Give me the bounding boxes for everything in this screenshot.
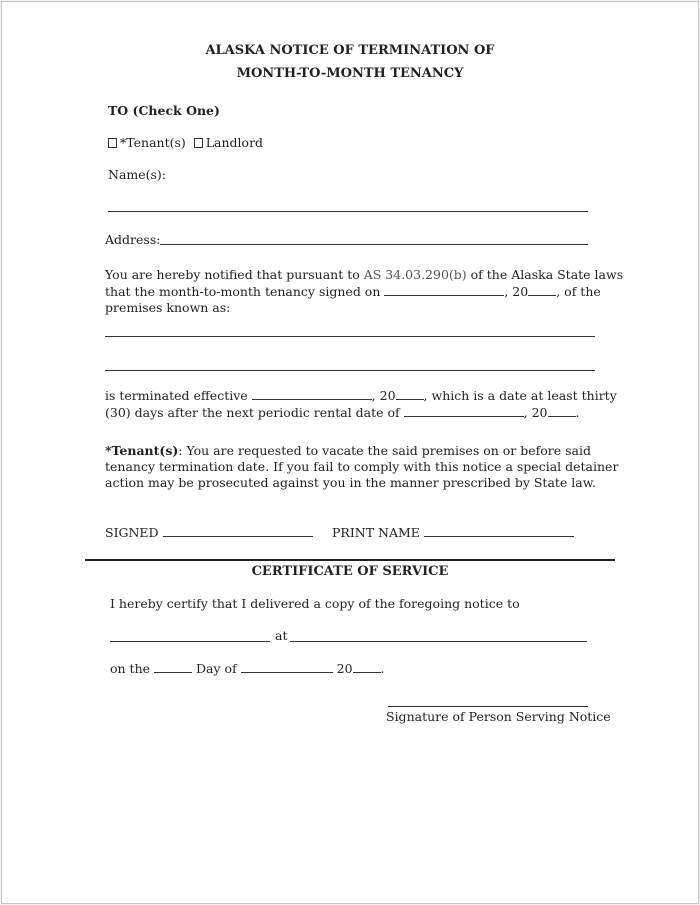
warning-text: : You are requested to vacate the said premises on or before said [178,443,591,458]
tenant-option-label: *Tenant(s) [120,135,186,150]
notice-text: that the month-to-month tenancy signed on [105,284,381,299]
period: . [380,661,385,676]
server-signature-field[interactable] [388,706,588,707]
section-divider [85,559,615,561]
effective-date-field[interactable] [252,388,372,400]
notice-text: of the Alaska State laws [470,267,624,282]
served-party-field[interactable] [110,641,270,642]
year-prefix: , 20 [523,405,548,420]
notice-line-1 [105,267,623,283]
service-month-field[interactable] [241,661,333,673]
signed-label: SIGNED [105,525,159,540]
certificate-heading: CERTIFICATE OF SERVICE [251,564,449,579]
statute-reference: AS 34.03.290(b) [363,267,467,282]
notice-line-2 [105,284,601,300]
notice-text: (30) days after the next periodic rental date of [105,405,400,420]
service-year-field[interactable] [353,661,381,673]
tenant-warning-line-1 [105,443,591,459]
premises-field-line-2[interactable] [105,370,595,371]
notice-text: is terminated effective [105,388,248,403]
on-the-label: on the [110,661,151,676]
notice-text: , of the [556,284,601,299]
server-signature-caption: Signature of Person Serving Notice [386,709,611,724]
certificate-statement: I hereby certify that I delivered a copy of the foregoing notice to [110,596,520,611]
year-prefix: 20 [336,661,353,676]
form-title-line1: ALASKA NOTICE OF TERMINATION OF [205,43,495,58]
notice-text: You are hereby notified that pursuant to [105,267,360,282]
tenant-checkbox[interactable] [108,138,117,148]
notice-text: , which is a date at least thirty [423,388,617,403]
day-of-label: Day of [196,661,237,676]
print-name-label: PRINT NAME [332,525,420,540]
print-name-row [332,525,574,541]
address-label: Address: [105,232,161,247]
signature-field[interactable] [163,525,313,537]
rental-year-field[interactable] [548,405,576,417]
effective-date-line [105,388,617,404]
effective-year-field[interactable] [396,388,424,400]
address-field[interactable] [160,244,588,245]
service-location-field[interactable] [290,641,587,642]
service-date-row [110,661,385,677]
tenancy-date-field[interactable] [384,284,504,296]
tenant-warning-line-2: tenancy termination date. If you fail to comply with this notice a special detainer [105,459,619,474]
form-title-line2: MONTH-TO-MONTH TENANCY [236,66,464,81]
recipient-options [108,135,263,151]
tenant-warning-label: *Tenant(s) [105,443,179,458]
service-day-field[interactable] [154,661,192,673]
notice-line-3: premises known as: [105,300,231,315]
tenancy-year-field[interactable] [528,284,556,296]
recipient-heading: TO (Check One) [108,103,220,118]
signed-row [105,525,313,541]
names-label: Name(s): [108,167,167,182]
rental-date-line [105,405,580,421]
at-label: at [275,628,288,643]
notice-text: . [575,405,580,420]
year-prefix: , 20 [371,388,396,403]
rental-date-field[interactable] [404,405,524,417]
premises-field-line-1[interactable] [105,336,595,337]
print-name-field[interactable] [424,525,574,537]
year-prefix: , 20 [504,284,529,299]
names-field[interactable] [108,211,588,212]
tenant-warning-line-3: action may be prosecuted against you in the manner prescribed by State law. [105,475,596,490]
landlord-checkbox[interactable] [194,138,203,148]
landlord-option-label: Landlord [205,135,264,150]
